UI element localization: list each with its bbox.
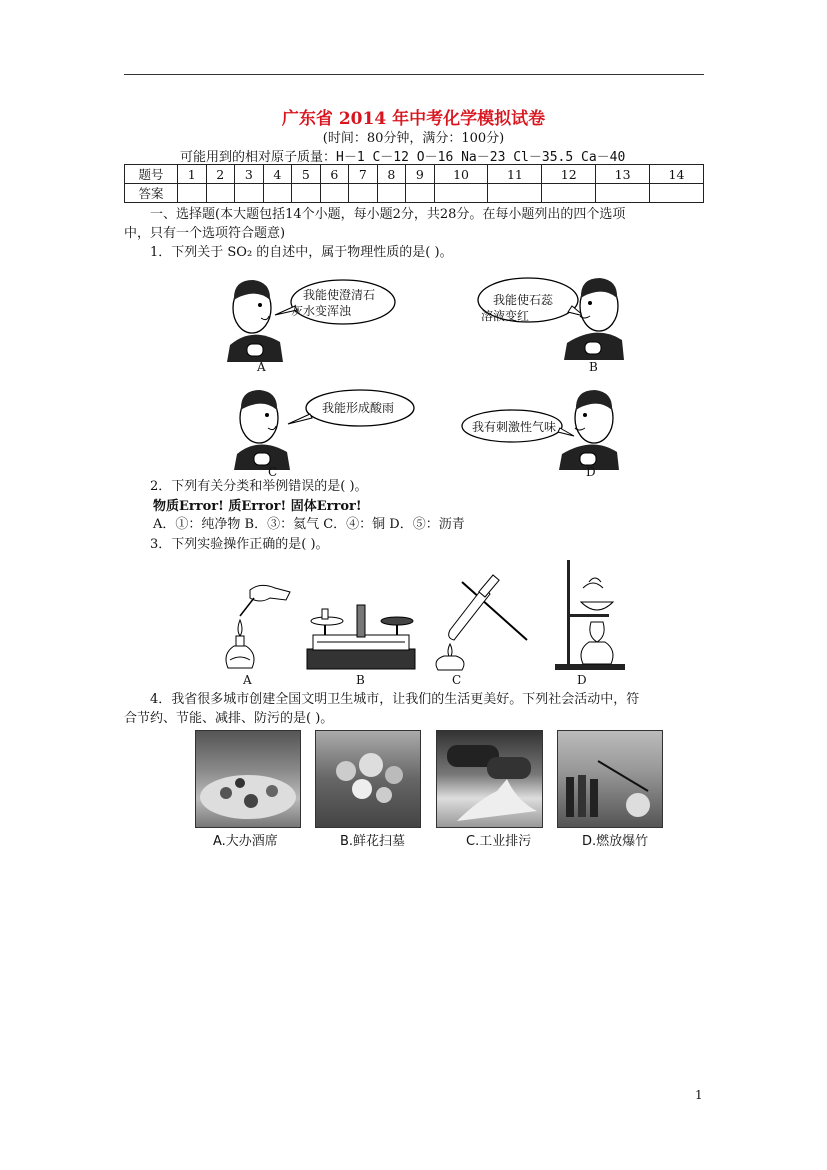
answer-cell[interactable] <box>596 184 650 203</box>
q2-classification: 物质Error! 质Error! 固体Error! <box>153 499 362 514</box>
table-cell: 10 <box>434 165 488 184</box>
answer-cell[interactable] <box>377 184 406 203</box>
row-header: 答案 <box>125 184 178 203</box>
q4-option-a: A.大办酒席 <box>213 834 278 849</box>
lab-evaporation <box>553 558 633 672</box>
photo-firecrackers <box>557 730 663 828</box>
bubble-b-line2: 溶液变红 <box>481 309 530 323</box>
photo-industrial-discharge <box>436 730 543 828</box>
exam-info: (时间：80分钟，满分：100分) <box>322 131 505 146</box>
table-cell: 4 <box>263 165 292 184</box>
bubble-d-text: 我有刺激性气味 <box>472 420 557 434</box>
answer-cell[interactable] <box>292 184 321 203</box>
page-title: 广东省 2014 年中考化学模拟试卷 <box>281 109 546 129</box>
answer-cell[interactable] <box>349 184 378 203</box>
table-cell: 12 <box>542 165 596 184</box>
table-cell: 2 <box>206 165 235 184</box>
answer-cell[interactable] <box>263 184 292 203</box>
bubble-b-line1: 我能使石蕊 <box>493 293 554 307</box>
section1-line1: 一、选择题(本大题包括14个小题，每小题2分，共28分。在每小题列出的四个选项 <box>150 207 626 222</box>
bubble-c-text: 我能形成酸雨 <box>322 401 395 415</box>
bubble-a-line1: 我能使澄清石 <box>303 288 376 302</box>
table-cell: 7 <box>349 165 378 184</box>
lab-lighting-lamp <box>220 580 295 672</box>
table-cell: 9 <box>406 165 435 184</box>
answer-cell[interactable] <box>320 184 349 203</box>
q3-stem: 3．下列实验操作正确的是( )。 <box>150 537 329 552</box>
q4-option-c: C.工业排污 <box>466 834 532 849</box>
q1-stem: 1．下列关于 SO₂ 的自述中，属于物理性质的是( )。 <box>150 245 453 260</box>
photo-flowers <box>315 730 421 828</box>
bubble-a-line2: 灰水变浑浊 <box>291 304 352 318</box>
answer-table <box>124 164 704 203</box>
q2-options: A．①：纯净物 B．③：氦气 C．④：铜 D．⑤：沥青 <box>153 517 465 532</box>
q4-line1: 4．我省很多城市创建全国文明卫生城市，让我们的生活更美好。下列社会活动中，符 <box>150 692 640 707</box>
table-cell: 1 <box>178 165 207 184</box>
q2-stem: 2．下列有关分类和举例错误的是( )。 <box>150 479 368 494</box>
answer-cell[interactable] <box>235 184 264 203</box>
q4-option-b: B.鲜花扫墓 <box>340 834 406 849</box>
figure-label-b: B <box>589 360 598 374</box>
answer-cell[interactable] <box>650 184 704 203</box>
row-header: 题号 <box>125 165 178 184</box>
cartoon-boy-c <box>232 382 417 472</box>
lab-balance <box>305 595 417 673</box>
table-row <box>125 184 704 203</box>
figure-label-a: A <box>257 360 266 374</box>
answer-cell[interactable] <box>406 184 435 203</box>
section1-line2: 中，只有一个选项符合题意) <box>124 226 286 241</box>
table-cell: 13 <box>596 165 650 184</box>
table-cell: 11 <box>488 165 542 184</box>
table-cell: 8 <box>377 165 406 184</box>
table-row <box>125 165 704 184</box>
header-rule <box>124 74 704 75</box>
lab-heating-tube <box>432 574 532 672</box>
q3-label-c: C <box>452 673 462 687</box>
q3-label-d: D <box>577 673 587 687</box>
answer-cell[interactable] <box>434 184 488 203</box>
figure-label-d: D <box>586 465 596 479</box>
atomic-masses: 可能用到的相对原子质量：H－1 C－12 O－16 Na－23 Cl－35.5 Ca－40 <box>180 150 626 165</box>
q4-option-d: D.燃放爆竹 <box>582 834 649 849</box>
answer-cell[interactable] <box>542 184 596 203</box>
q4-line2: 合节约、节能、减排、防污的是( )。 <box>124 711 334 726</box>
table-cell: 14 <box>650 165 704 184</box>
q3-label-a: A <box>243 673 252 687</box>
table-cell: 5 <box>292 165 321 184</box>
figure-label-c: C <box>268 465 278 479</box>
q3-label-b: B <box>356 673 365 687</box>
page-number: 1 <box>695 1088 703 1102</box>
answer-cell[interactable] <box>206 184 235 203</box>
table-cell: 6 <box>320 165 349 184</box>
answer-cell[interactable] <box>178 184 207 203</box>
photo-banquet <box>195 730 301 828</box>
answer-cell[interactable] <box>488 184 542 203</box>
table-cell: 3 <box>235 165 264 184</box>
